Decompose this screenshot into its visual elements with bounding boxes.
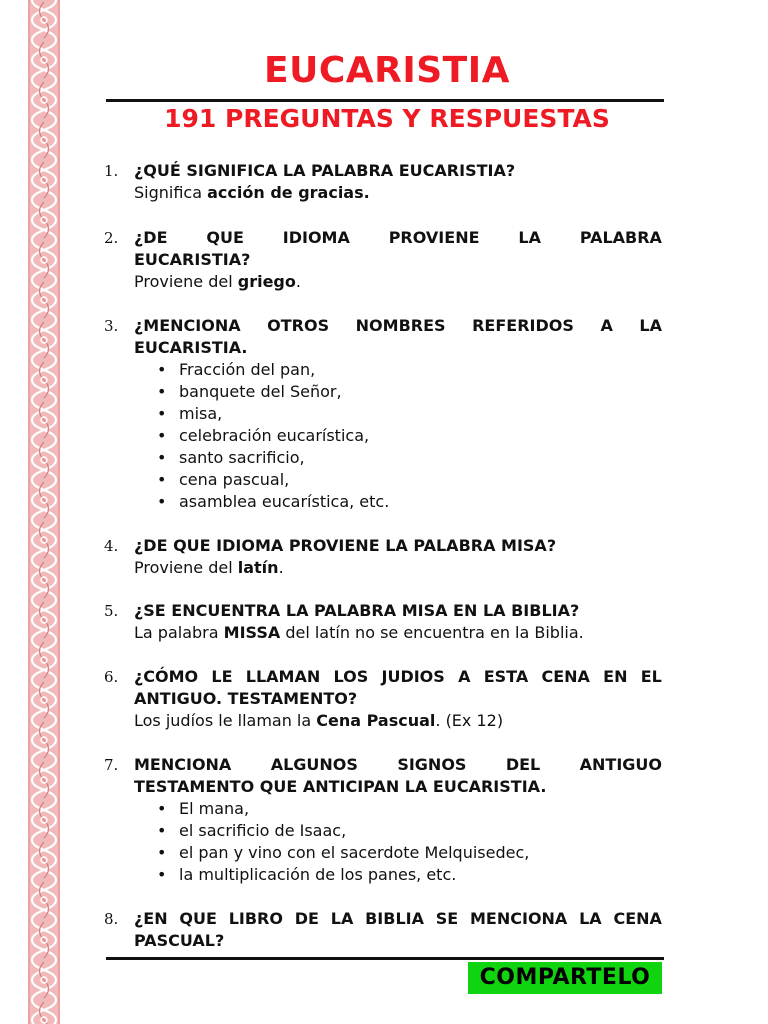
decorative-border	[28, 0, 60, 1024]
footer-divider	[106, 957, 664, 960]
list-item: • misa,	[179, 403, 662, 425]
question-text: MENCIONA ALGUNOS SIGNOS DEL ANTIGUO TESTAMENTO QUE ANTICIPAN LA EUCARISTIA.	[134, 755, 662, 796]
answer-text: Significa acción de gracias.	[134, 183, 370, 202]
question-number: 4.	[104, 537, 119, 555]
question-item	[104, 600, 662, 644]
question-item	[104, 227, 662, 293]
question-item	[104, 908, 662, 952]
page-title: EUCARISTIA	[264, 50, 510, 91]
list-item: • el pan y vino con el sacerdote Melquisedec,	[179, 842, 662, 864]
list-item: • asamblea eucarística, etc.	[179, 491, 662, 513]
question-item	[104, 754, 662, 886]
question-text: ¿CÓMO LE LLAMAN LOS JUDIOS A ESTA CENA EN EL ANTIGUO. TESTAMENTO?	[134, 667, 662, 708]
question-item	[104, 160, 662, 204]
share-button[interactable]: COMPARTELO	[468, 962, 662, 994]
question-number: 8.	[104, 910, 119, 928]
list-item: • santo sacrificio,	[179, 447, 662, 469]
question-number: 7.	[104, 756, 119, 774]
question-text: ¿DE QUE IDIOMA PROVIENE LA PALABRA EUCARISTIA?	[134, 228, 662, 269]
list-item: • Fracción del pan,	[179, 359, 662, 381]
question-number: 3.	[104, 317, 119, 335]
question-text: ¿SE ENCUENTRA LA PALABRA MISA EN LA BIBLIA?	[134, 601, 580, 620]
list-item: • cena pascual,	[179, 469, 662, 491]
answer-list	[104, 798, 662, 886]
list-item: • banquete del Señor,	[179, 381, 662, 403]
answer-text: Los judíos le llaman la Cena Pascual. (Ex 12)	[134, 711, 504, 730]
answer-text: Proviene del latín.	[134, 558, 284, 577]
question-number: 6.	[104, 668, 119, 686]
list-item: • celebración eucarística,	[179, 425, 662, 447]
question-text: ¿QUÉ SIGNIFICA LA PALABRA EUCARISTIA?	[134, 161, 516, 180]
question-text: ¿EN QUE LIBRO DE LA BIBLIA SE MENCIONA LA CENA PASCUAL?	[134, 909, 662, 950]
question-number: 5.	[104, 602, 119, 620]
question-item	[104, 535, 662, 579]
list-item: • la multiplicación de los panes, etc.	[179, 864, 662, 886]
list-item: • El mana,	[179, 798, 662, 820]
question-item	[104, 315, 662, 513]
answer-text: Proviene del griego.	[134, 272, 301, 291]
divider	[106, 99, 664, 102]
question-text: ¿DE QUE IDIOMA PROVIENE LA PALABRA MISA?	[134, 536, 557, 555]
answer-text: La palabra MISSA del latín no se encuentra en la Biblia.	[134, 623, 584, 642]
answer-list	[104, 359, 662, 513]
question-number: 2.	[104, 229, 119, 247]
list-item: • el sacrificio de Isaac,	[179, 820, 662, 842]
question-item	[104, 666, 662, 732]
celtic-knot-icon	[28, 0, 60, 1024]
question-number: 1.	[104, 162, 119, 180]
page-subtitle: 191 PREGUNTAS Y RESPUESTAS	[164, 104, 610, 133]
question-text: ¿MENCIONA OTROS NOMBRES REFERIDOS A LA EUCARISTIA.	[134, 316, 662, 357]
